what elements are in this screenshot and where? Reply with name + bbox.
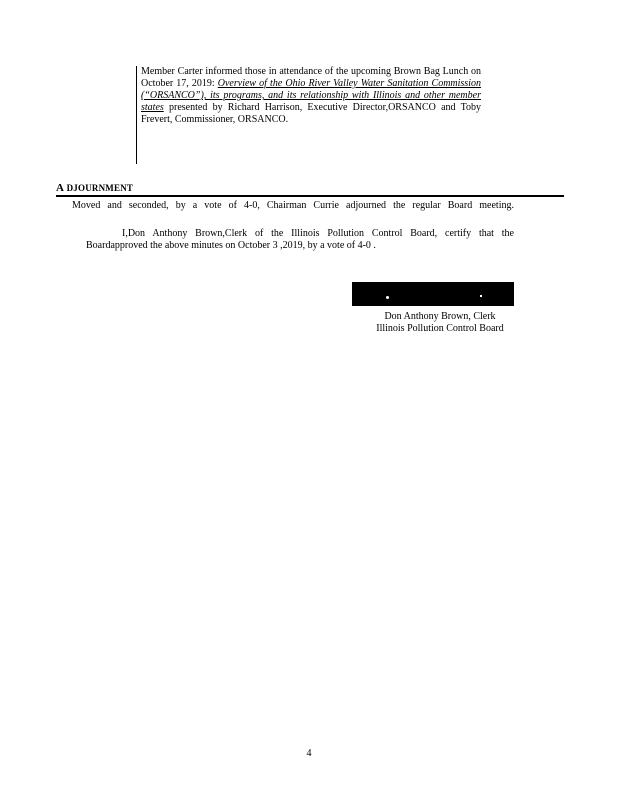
certification-line-2: Boardapproved the above minutes on October 3 ,2019, by a vote of 4-0 . [86, 240, 376, 251]
presentation-title: Overview of the Ohio River Valley Water Sanitation Commission (“ORSANCO”), its programs, and its relationship with Illinois and other member states [141, 78, 481, 113]
signer-block [360, 311, 520, 335]
signer-title: Illinois Pollution Control Board [376, 323, 504, 334]
heading-initial: A [56, 182, 65, 194]
signer-name: Don Anthony Brown, Clerk [384, 311, 496, 322]
certification-line-1: I,Don Anthony Brown,Clerk of the Illinois Pollution Control Board, certify that the [122, 228, 514, 239]
redacted-signature [352, 282, 514, 306]
adjournment-motion: Moved and seconded, by a vote of 4-0, Chairman Currie adjourned the regular Board meeting. [72, 200, 514, 211]
signature-mark [480, 295, 482, 297]
agenda-text-after: presented by Richard Harrison, Executive Director,ORSANCO and Toby Frevert, Commissioner, ORSANCO. [141, 102, 481, 125]
heading-rest: DJOURNMENT [66, 183, 134, 193]
agenda-item-brown-bag-lunch [136, 66, 481, 164]
signature-mark [386, 296, 389, 299]
section-heading-adjournment [56, 182, 564, 197]
agenda-paragraph [141, 66, 481, 126]
page-number: 4 [306, 748, 312, 759]
agenda-text-before: Member Carter informed those in attendance of the upcoming Brown Bag Lunch on October 17, 2019: [141, 66, 481, 89]
certification-statement [86, 228, 514, 252]
